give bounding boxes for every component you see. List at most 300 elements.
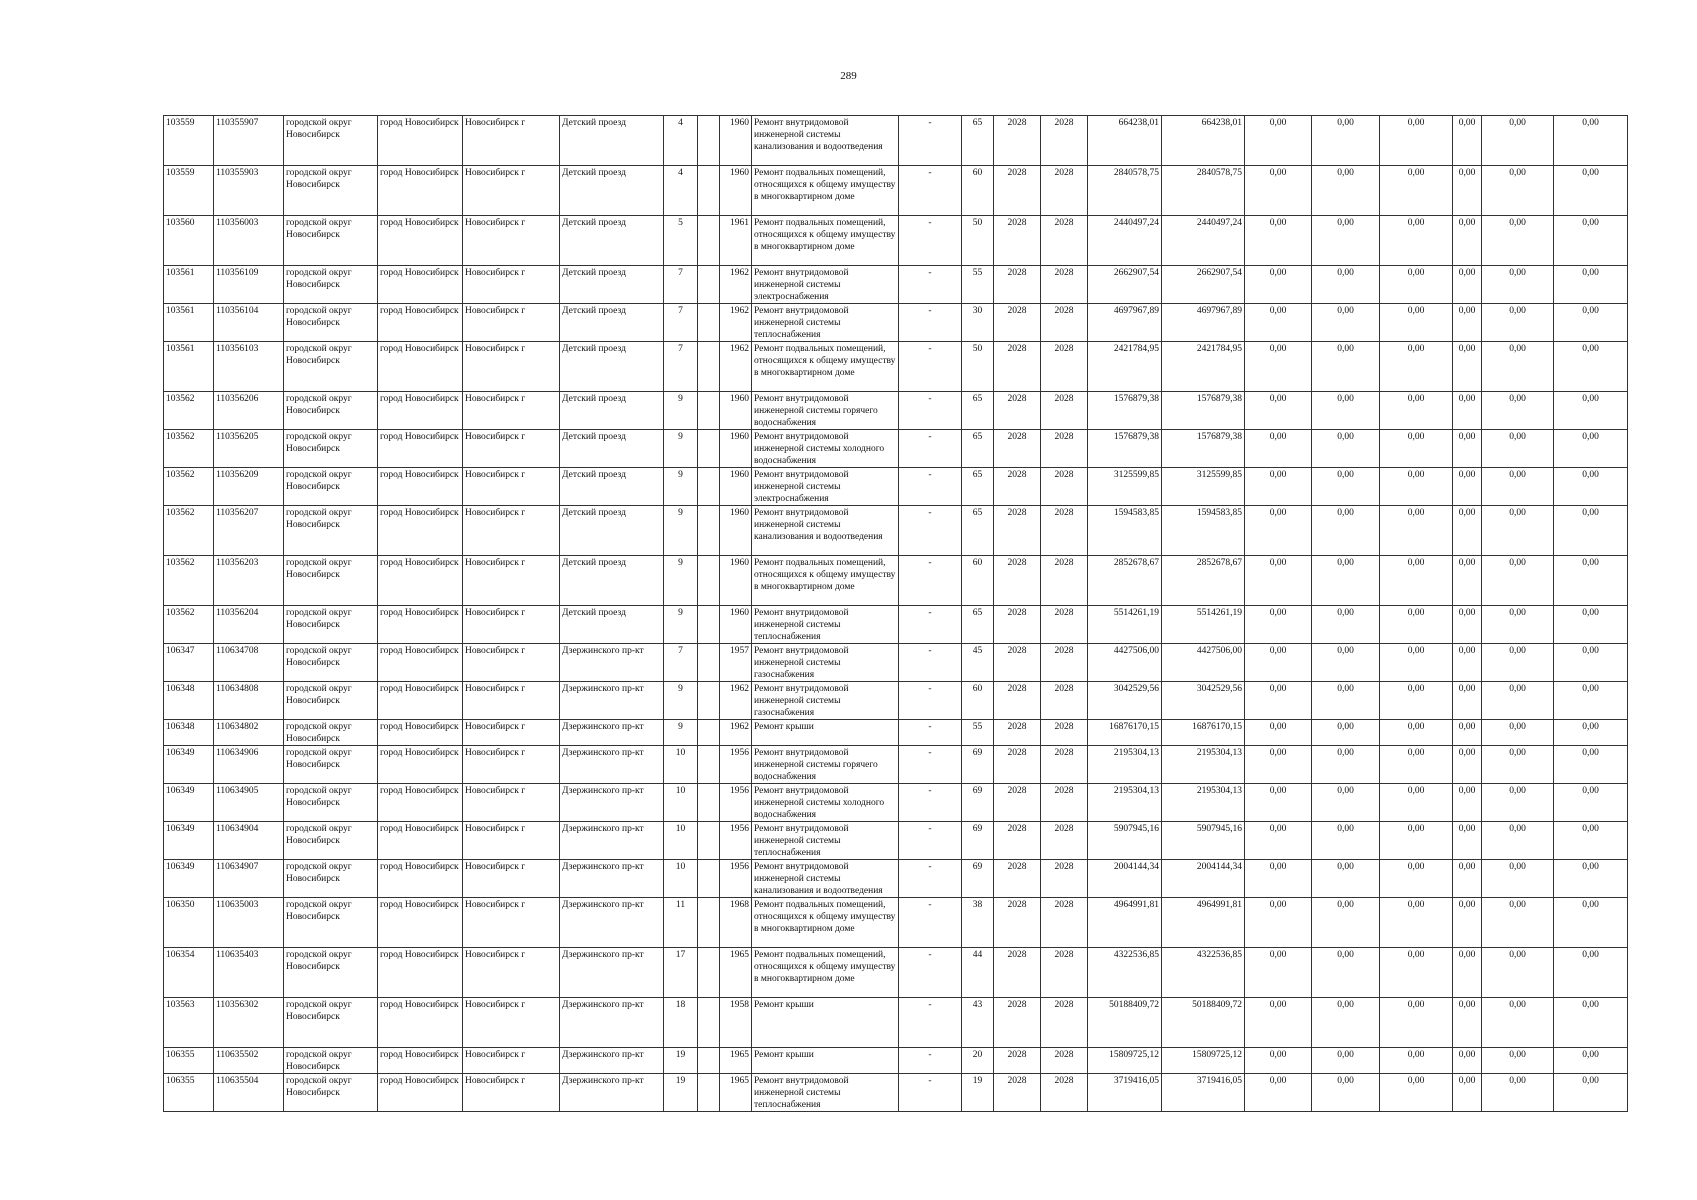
cell-value-a: 0,00 xyxy=(1245,1074,1312,1112)
cell-cost-total: 2195304,13 xyxy=(1088,746,1162,784)
cell-plan-start-year: 2028 xyxy=(994,998,1041,1048)
cell-value-b: 0,00 xyxy=(1312,606,1380,644)
cell-work-id: 110356302 xyxy=(214,998,284,1048)
cell-plan-start-year: 2028 xyxy=(994,304,1041,342)
cell-plan-start-year: 2028 xyxy=(994,948,1041,998)
cell-value-c: 0,00 xyxy=(1380,266,1453,304)
cell-street: Детский проезд xyxy=(560,430,664,468)
cell-value-f: 0,00 xyxy=(1554,860,1628,898)
cell-plan-start-year: 2028 xyxy=(994,822,1041,860)
cell-street: Дзержинского пр-кт xyxy=(560,822,664,860)
cell-value-a: 0,00 xyxy=(1245,266,1312,304)
cell-value-f: 0,00 xyxy=(1554,682,1628,720)
cell-cost-total: 1576879,38 xyxy=(1088,430,1162,468)
cell-wear-percent: 50 xyxy=(962,342,994,392)
cell-dash-field: - xyxy=(899,1048,962,1074)
cell-value-f: 0,00 xyxy=(1554,430,1628,468)
cell-value-f: 0,00 xyxy=(1554,720,1628,746)
cell-value-a: 0,00 xyxy=(1245,998,1312,1048)
cell-value-c: 0,00 xyxy=(1380,342,1453,392)
cell-plan-end-year: 2028 xyxy=(1041,606,1088,644)
cell-plan-end-year: 2028 xyxy=(1041,948,1088,998)
cell-municipality: город Новосибирск xyxy=(378,506,463,556)
cell-dash-field: - xyxy=(899,392,962,430)
cell-work-id: 110356104 xyxy=(214,304,284,342)
cell-house-number: 7 xyxy=(664,342,698,392)
cell-wear-percent: 65 xyxy=(962,606,994,644)
cell-value-d: 0,00 xyxy=(1453,1048,1482,1074)
cell-value-a: 0,00 xyxy=(1245,746,1312,784)
cell-locality: Новосибирск г xyxy=(463,116,560,166)
table-row xyxy=(164,392,1628,430)
cell-cost-total: 16876170,15 xyxy=(1088,720,1162,746)
cell-value-c: 0,00 xyxy=(1380,304,1453,342)
cell-value-c: 0,00 xyxy=(1380,822,1453,860)
cell-work-type: Ремонт крыши xyxy=(752,1048,899,1074)
cell-building xyxy=(698,822,720,860)
cell-plan-end-year: 2028 xyxy=(1041,1048,1088,1074)
cell-plan-end-year: 2028 xyxy=(1041,720,1088,746)
cell-cost-total: 4322536,85 xyxy=(1088,948,1162,998)
cell-street: Детский проезд xyxy=(560,468,664,506)
cell-dash-field: - xyxy=(899,860,962,898)
cell-cost-total: 4964991,81 xyxy=(1088,898,1162,948)
cell-value-b: 0,00 xyxy=(1312,898,1380,948)
cell-value-e: 0,00 xyxy=(1482,1074,1554,1112)
cell-district: городской округ Новосибирск xyxy=(284,1074,378,1112)
cell-value-e: 0,00 xyxy=(1482,556,1554,606)
cell-region-code: 103562 xyxy=(164,506,214,556)
cell-cost-fund: 2440497,24 xyxy=(1162,216,1245,266)
cell-work-id: 110635504 xyxy=(214,1074,284,1112)
cell-value-b: 0,00 xyxy=(1312,1048,1380,1074)
cell-house-number: 17 xyxy=(664,948,698,998)
cell-value-a: 0,00 xyxy=(1245,784,1312,822)
cell-street: Дзержинского пр-кт xyxy=(560,948,664,998)
cell-street: Дзержинского пр-кт xyxy=(560,746,664,784)
cell-cost-total: 3125599,85 xyxy=(1088,468,1162,506)
cell-street: Дзержинского пр-кт xyxy=(560,860,664,898)
cell-cost-fund: 5514261,19 xyxy=(1162,606,1245,644)
cell-dash-field: - xyxy=(899,784,962,822)
cell-dash-field: - xyxy=(899,822,962,860)
cell-dash-field: - xyxy=(899,948,962,998)
cell-wear-percent: 38 xyxy=(962,898,994,948)
cell-work-type: Ремонт внутридомовой инженерной системы канализования и водоотведения xyxy=(752,506,899,556)
cell-value-c: 0,00 xyxy=(1380,468,1453,506)
cell-value-c: 0,00 xyxy=(1380,682,1453,720)
cell-built-year: 1962 xyxy=(720,682,752,720)
cell-value-f: 0,00 xyxy=(1554,266,1628,304)
cell-cost-total: 2840578,75 xyxy=(1088,166,1162,216)
cell-plan-end-year: 2028 xyxy=(1041,392,1088,430)
cell-district: городской округ Новосибирск xyxy=(284,392,378,430)
table-row xyxy=(164,606,1628,644)
cell-locality: Новосибирск г xyxy=(463,606,560,644)
cell-district: городской округ Новосибирск xyxy=(284,304,378,342)
cell-district: городской округ Новосибирск xyxy=(284,116,378,166)
cell-value-b: 0,00 xyxy=(1312,746,1380,784)
cell-value-b: 0,00 xyxy=(1312,720,1380,746)
cell-district: городской округ Новосибирск xyxy=(284,556,378,606)
cell-cost-total: 15809725,12 xyxy=(1088,1048,1162,1074)
cell-value-b: 0,00 xyxy=(1312,216,1380,266)
cell-value-d: 0,00 xyxy=(1453,342,1482,392)
cell-work-id: 110634808 xyxy=(214,682,284,720)
cell-locality: Новосибирск г xyxy=(463,948,560,998)
cell-plan-start-year: 2028 xyxy=(994,166,1041,216)
cell-cost-fund: 4964991,81 xyxy=(1162,898,1245,948)
cell-district: городской округ Новосибирск xyxy=(284,898,378,948)
cell-value-f: 0,00 xyxy=(1554,556,1628,606)
cell-work-type: Ремонт внутридомовой инженерной системы газоснабжения xyxy=(752,644,899,682)
cell-plan-end-year: 2028 xyxy=(1041,822,1088,860)
cell-value-e: 0,00 xyxy=(1482,116,1554,166)
cell-region-code: 103559 xyxy=(164,166,214,216)
cell-cost-total: 2004144,34 xyxy=(1088,860,1162,898)
cell-built-year: 1960 xyxy=(720,116,752,166)
cell-built-year: 1968 xyxy=(720,898,752,948)
cell-house-number: 9 xyxy=(664,468,698,506)
cell-value-f: 0,00 xyxy=(1554,506,1628,556)
cell-region-code: 106347 xyxy=(164,644,214,682)
cell-work-id: 110635502 xyxy=(214,1048,284,1074)
cell-work-type: Ремонт внутридомовой инженерной системы теплоснабжения xyxy=(752,1074,899,1112)
cell-cost-fund: 16876170,15 xyxy=(1162,720,1245,746)
cell-municipality: город Новосибирск xyxy=(378,430,463,468)
cell-dash-field: - xyxy=(899,116,962,166)
cell-built-year: 1962 xyxy=(720,720,752,746)
cell-municipality: город Новосибирск xyxy=(378,822,463,860)
cell-wear-percent: 19 xyxy=(962,1074,994,1112)
cell-region-code: 103563 xyxy=(164,998,214,1048)
cell-wear-percent: 55 xyxy=(962,266,994,304)
cell-street: Детский проезд xyxy=(560,116,664,166)
cell-value-f: 0,00 xyxy=(1554,898,1628,948)
cell-locality: Новосибирск г xyxy=(463,720,560,746)
cell-value-b: 0,00 xyxy=(1312,682,1380,720)
cell-value-e: 0,00 xyxy=(1482,304,1554,342)
cell-work-id: 110634904 xyxy=(214,822,284,860)
cell-building xyxy=(698,644,720,682)
cell-value-c: 0,00 xyxy=(1380,720,1453,746)
cell-cost-fund: 1576879,38 xyxy=(1162,392,1245,430)
cell-plan-end-year: 2028 xyxy=(1041,998,1088,1048)
cell-locality: Новосибирск г xyxy=(463,342,560,392)
cell-built-year: 1956 xyxy=(720,860,752,898)
cell-locality: Новосибирск г xyxy=(463,304,560,342)
cell-value-d: 0,00 xyxy=(1453,860,1482,898)
cell-value-a: 0,00 xyxy=(1245,216,1312,266)
cell-municipality: город Новосибирск xyxy=(378,1074,463,1112)
cell-plan-end-year: 2028 xyxy=(1041,644,1088,682)
cell-district: городской округ Новосибирск xyxy=(284,720,378,746)
cell-work-type: Ремонт внутридомовой инженерной системы электроснабжения xyxy=(752,266,899,304)
cell-value-e: 0,00 xyxy=(1482,468,1554,506)
cell-plan-start-year: 2028 xyxy=(994,898,1041,948)
cell-wear-percent: 44 xyxy=(962,948,994,998)
cell-value-c: 0,00 xyxy=(1380,556,1453,606)
cell-value-d: 0,00 xyxy=(1453,720,1482,746)
cell-value-a: 0,00 xyxy=(1245,644,1312,682)
cell-cost-total: 2662907,54 xyxy=(1088,266,1162,304)
cell-wear-percent: 65 xyxy=(962,116,994,166)
cell-value-c: 0,00 xyxy=(1380,392,1453,430)
cell-house-number: 4 xyxy=(664,116,698,166)
cell-house-number: 7 xyxy=(664,266,698,304)
cell-house-number: 10 xyxy=(664,860,698,898)
cell-built-year: 1960 xyxy=(720,166,752,216)
cell-plan-end-year: 2028 xyxy=(1041,116,1088,166)
cell-value-c: 0,00 xyxy=(1380,1048,1453,1074)
cell-plan-start-year: 2028 xyxy=(994,266,1041,304)
cell-value-f: 0,00 xyxy=(1554,304,1628,342)
cell-value-c: 0,00 xyxy=(1380,166,1453,216)
cell-value-d: 0,00 xyxy=(1453,556,1482,606)
cell-value-f: 0,00 xyxy=(1554,1048,1628,1074)
page-number: 289 xyxy=(840,70,857,82)
cell-house-number: 9 xyxy=(664,606,698,644)
cell-locality: Новосибирск г xyxy=(463,1048,560,1074)
cell-value-a: 0,00 xyxy=(1245,392,1312,430)
cell-dash-field: - xyxy=(899,1074,962,1112)
cell-cost-fund: 2662907,54 xyxy=(1162,266,1245,304)
cell-value-e: 0,00 xyxy=(1482,784,1554,822)
table-row xyxy=(164,556,1628,606)
cell-cost-total: 3719416,05 xyxy=(1088,1074,1162,1112)
cell-built-year: 1956 xyxy=(720,822,752,860)
cell-cost-fund: 2840578,75 xyxy=(1162,166,1245,216)
cell-value-a: 0,00 xyxy=(1245,468,1312,506)
cell-region-code: 103562 xyxy=(164,556,214,606)
cell-cost-fund: 4427506,00 xyxy=(1162,644,1245,682)
cell-region-code: 103561 xyxy=(164,342,214,392)
cell-value-d: 0,00 xyxy=(1453,166,1482,216)
cell-built-year: 1965 xyxy=(720,948,752,998)
cell-value-c: 0,00 xyxy=(1380,644,1453,682)
cell-cost-fund: 3125599,85 xyxy=(1162,468,1245,506)
cell-district: городской округ Новосибирск xyxy=(284,468,378,506)
cell-house-number: 7 xyxy=(664,304,698,342)
cell-district: городской округ Новосибирск xyxy=(284,166,378,216)
cell-built-year: 1962 xyxy=(720,266,752,304)
cell-value-e: 0,00 xyxy=(1482,746,1554,784)
cell-value-d: 0,00 xyxy=(1453,116,1482,166)
cell-value-d: 0,00 xyxy=(1453,606,1482,644)
cell-value-d: 0,00 xyxy=(1453,948,1482,998)
cell-dash-field: - xyxy=(899,266,962,304)
cell-municipality: город Новосибирск xyxy=(378,556,463,606)
cell-wear-percent: 45 xyxy=(962,644,994,682)
cell-house-number: 10 xyxy=(664,746,698,784)
table-row xyxy=(164,998,1628,1048)
cell-value-d: 0,00 xyxy=(1453,392,1482,430)
cell-value-e: 0,00 xyxy=(1482,506,1554,556)
cell-street: Дзержинского пр-кт xyxy=(560,998,664,1048)
cell-value-a: 0,00 xyxy=(1245,166,1312,216)
cell-district: городской округ Новосибирск xyxy=(284,606,378,644)
cell-work-type: Ремонт подвальных помещений, относящихся к общему имуществу в многоквартирном доме xyxy=(752,556,899,606)
cell-house-number: 18 xyxy=(664,998,698,1048)
cell-house-number: 19 xyxy=(664,1074,698,1112)
cell-building xyxy=(698,304,720,342)
cell-municipality: город Новосибирск xyxy=(378,216,463,266)
cell-wear-percent: 65 xyxy=(962,468,994,506)
cell-plan-end-year: 2028 xyxy=(1041,266,1088,304)
cell-work-id: 110356207 xyxy=(214,506,284,556)
cell-built-year: 1960 xyxy=(720,392,752,430)
cell-locality: Новосибирск г xyxy=(463,784,560,822)
cell-value-f: 0,00 xyxy=(1554,746,1628,784)
table-row xyxy=(164,304,1628,342)
cell-wear-percent: 69 xyxy=(962,860,994,898)
table-row xyxy=(164,1048,1628,1074)
cell-region-code: 106348 xyxy=(164,682,214,720)
cell-building xyxy=(698,1048,720,1074)
table-row xyxy=(164,860,1628,898)
cell-dash-field: - xyxy=(899,216,962,266)
cell-value-e: 0,00 xyxy=(1482,720,1554,746)
cell-region-code: 103561 xyxy=(164,304,214,342)
table-row xyxy=(164,948,1628,998)
cell-cost-fund: 664238,01 xyxy=(1162,116,1245,166)
cell-plan-end-year: 2028 xyxy=(1041,304,1088,342)
cell-work-type: Ремонт внутридомовой инженерной системы теплоснабжения xyxy=(752,606,899,644)
cell-cost-total: 2195304,13 xyxy=(1088,784,1162,822)
cell-work-id: 110356109 xyxy=(214,266,284,304)
cell-value-b: 0,00 xyxy=(1312,948,1380,998)
cell-value-b: 0,00 xyxy=(1312,266,1380,304)
cell-work-type: Ремонт подвальных помещений, относящихся к общему имуществу в многоквартирном доме xyxy=(752,898,899,948)
cell-district: городской округ Новосибирск xyxy=(284,644,378,682)
cell-value-d: 0,00 xyxy=(1453,898,1482,948)
cell-dash-field: - xyxy=(899,506,962,556)
cell-value-c: 0,00 xyxy=(1380,430,1453,468)
cell-wear-percent: 43 xyxy=(962,998,994,1048)
cell-dash-field: - xyxy=(899,998,962,1048)
cell-dash-field: - xyxy=(899,644,962,682)
cell-plan-start-year: 2028 xyxy=(994,784,1041,822)
cell-value-d: 0,00 xyxy=(1453,644,1482,682)
cell-value-d: 0,00 xyxy=(1453,998,1482,1048)
cell-cost-total: 3042529,56 xyxy=(1088,682,1162,720)
cell-value-c: 0,00 xyxy=(1380,116,1453,166)
cell-value-b: 0,00 xyxy=(1312,342,1380,392)
cell-cost-fund: 4322536,85 xyxy=(1162,948,1245,998)
cell-region-code: 106349 xyxy=(164,860,214,898)
cell-wear-percent: 65 xyxy=(962,430,994,468)
cell-value-d: 0,00 xyxy=(1453,506,1482,556)
cell-region-code: 106354 xyxy=(164,948,214,998)
table-row xyxy=(164,216,1628,266)
cell-street: Детский проезд xyxy=(560,304,664,342)
table-row xyxy=(164,682,1628,720)
cell-value-d: 0,00 xyxy=(1453,1074,1482,1112)
table-row xyxy=(164,166,1628,216)
cell-value-c: 0,00 xyxy=(1380,1074,1453,1112)
cell-work-type: Ремонт подвальных помещений, относящихся к общему имуществу в многоквартирном доме xyxy=(752,948,899,998)
cell-district: городской округ Новосибирск xyxy=(284,266,378,304)
cell-cost-total: 664238,01 xyxy=(1088,116,1162,166)
cell-built-year: 1965 xyxy=(720,1048,752,1074)
cell-street: Детский проезд xyxy=(560,342,664,392)
cell-value-d: 0,00 xyxy=(1453,468,1482,506)
cell-value-a: 0,00 xyxy=(1245,1048,1312,1074)
cell-work-type: Ремонт внутридомовой инженерной системы холодного водоснабжения xyxy=(752,430,899,468)
cell-plan-start-year: 2028 xyxy=(994,720,1041,746)
cell-building xyxy=(698,266,720,304)
cell-building xyxy=(698,430,720,468)
cell-cost-fund: 4697967,89 xyxy=(1162,304,1245,342)
cell-house-number: 9 xyxy=(664,392,698,430)
cell-dash-field: - xyxy=(899,304,962,342)
cell-work-type: Ремонт внутридомовой инженерной системы холодного водоснабжения xyxy=(752,784,899,822)
cell-work-id: 110634905 xyxy=(214,784,284,822)
cell-value-c: 0,00 xyxy=(1380,606,1453,644)
cell-value-e: 0,00 xyxy=(1482,430,1554,468)
cell-locality: Новосибирск г xyxy=(463,1074,560,1112)
cell-value-f: 0,00 xyxy=(1554,166,1628,216)
cell-region-code: 106349 xyxy=(164,746,214,784)
cell-built-year: 1960 xyxy=(720,606,752,644)
cell-street: Дзержинского пр-кт xyxy=(560,784,664,822)
cell-value-f: 0,00 xyxy=(1554,116,1628,166)
cell-value-b: 0,00 xyxy=(1312,392,1380,430)
cell-building xyxy=(698,682,720,720)
cell-municipality: город Новосибирск xyxy=(378,266,463,304)
cell-work-id: 110356209 xyxy=(214,468,284,506)
cell-municipality: город Новосибирск xyxy=(378,304,463,342)
cell-plan-start-year: 2028 xyxy=(994,506,1041,556)
cell-plan-end-year: 2028 xyxy=(1041,1074,1088,1112)
cell-street: Детский проезд xyxy=(560,216,664,266)
table-row xyxy=(164,746,1628,784)
cell-dash-field: - xyxy=(899,166,962,216)
cell-value-e: 0,00 xyxy=(1482,216,1554,266)
cell-value-b: 0,00 xyxy=(1312,784,1380,822)
cell-street: Детский проезд xyxy=(560,506,664,556)
cell-locality: Новосибирск г xyxy=(463,644,560,682)
cell-value-b: 0,00 xyxy=(1312,822,1380,860)
cell-plan-end-year: 2028 xyxy=(1041,556,1088,606)
cell-district: городской округ Новосибирск xyxy=(284,948,378,998)
cell-municipality: город Новосибирск xyxy=(378,860,463,898)
cell-work-id: 110356103 xyxy=(214,342,284,392)
table-row xyxy=(164,720,1628,746)
cell-value-a: 0,00 xyxy=(1245,948,1312,998)
cell-house-number: 9 xyxy=(664,556,698,606)
cell-building xyxy=(698,948,720,998)
cell-cost-fund: 1594583,85 xyxy=(1162,506,1245,556)
cell-plan-start-year: 2028 xyxy=(994,430,1041,468)
cell-district: городской округ Новосибирск xyxy=(284,860,378,898)
cell-value-c: 0,00 xyxy=(1380,860,1453,898)
cell-work-id: 110356205 xyxy=(214,430,284,468)
cell-plan-start-year: 2028 xyxy=(994,392,1041,430)
cell-municipality: город Новосибирск xyxy=(378,784,463,822)
cell-built-year: 1957 xyxy=(720,644,752,682)
cell-built-year: 1960 xyxy=(720,556,752,606)
cell-wear-percent: 50 xyxy=(962,216,994,266)
cell-value-b: 0,00 xyxy=(1312,430,1380,468)
cell-dash-field: - xyxy=(899,682,962,720)
cell-value-a: 0,00 xyxy=(1245,430,1312,468)
cell-value-e: 0,00 xyxy=(1482,822,1554,860)
cell-cost-fund: 2195304,13 xyxy=(1162,784,1245,822)
cell-cost-total: 2852678,67 xyxy=(1088,556,1162,606)
cell-municipality: город Новосибирск xyxy=(378,468,463,506)
cell-street: Детский проезд xyxy=(560,606,664,644)
